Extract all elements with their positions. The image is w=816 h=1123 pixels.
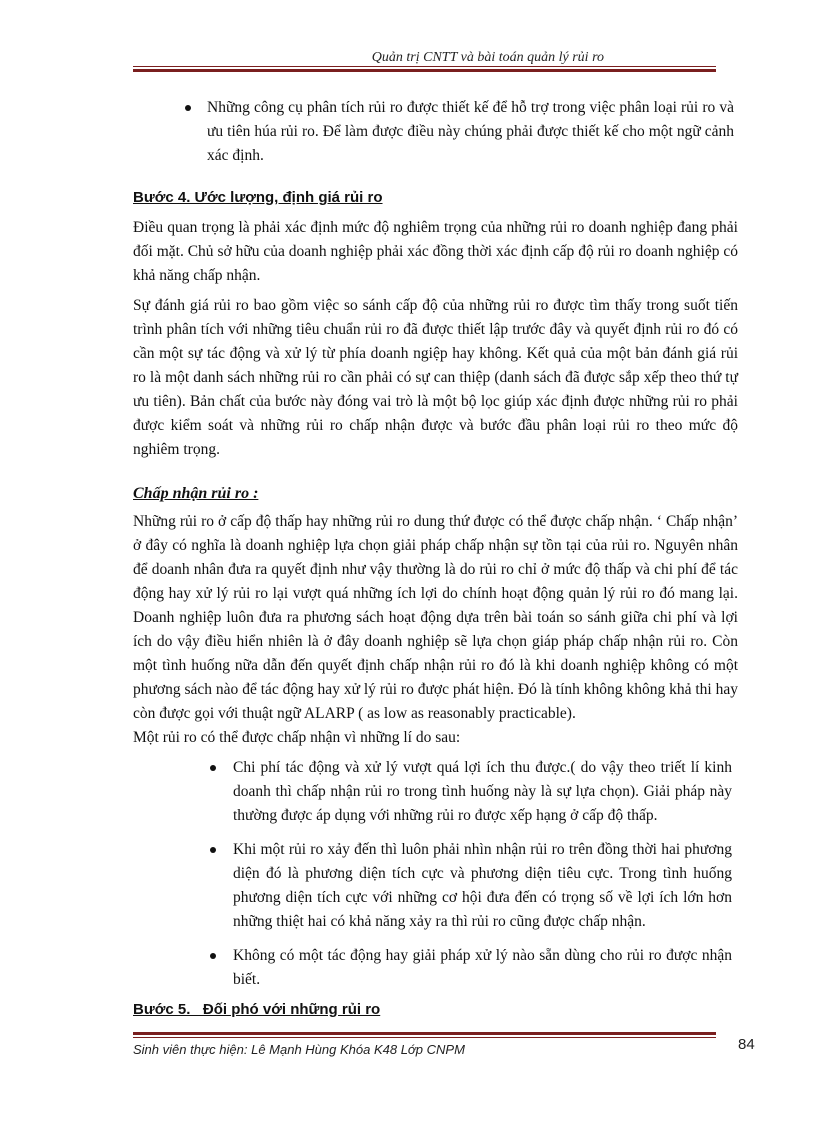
list-item: Khi một rủi ro xảy đến thì luôn phải nhìn nhận rủi ro trên đồng thời hai phương diện đó là phương diện tích cực và phương diện tiêu cực. Trong tình huống phương diện tích cực với những cơ hội đưa đến có trọng số về lợi ích lớn hơn những thiệt hai có khả năng xảy ra thì rủi ro cũng được chấp nhận. — [133, 838, 738, 934]
bullet-icon — [210, 953, 216, 959]
bullet-icon — [185, 105, 191, 111]
page-number: 84 — [738, 1036, 755, 1053]
intro-bullet-list — [133, 96, 738, 168]
paragraph: Điều quan trọng là phải xác định mức độ nghiêm trọng của những rủi ro doanh nghiệp đang phải đối mặt. Chủ sở hữu của doanh nghiệp phải xác đồng thời xác định cấp độ rủi ro doanh nghiệp có khả năng chấp nhận. — [133, 219, 738, 284]
page-content — [133, 96, 738, 1022]
subheading-accept-risk: Chấp nhận rủi ro : — [133, 485, 259, 502]
list-item: Những công cụ phân tích rủi ro được thiết kế để hỗ trợ trong việc phân loại rủi ro và ưu tiên húa rủi ro. Để làm được điều này chúng phải được thiết kế cho một ngữ cảnh xác định. — [133, 96, 738, 168]
paragraph: Sự đánh giá rủi ro bao gồm việc so sánh cấp độ của những rủi ro được tìm thấy trong suốt tiến trình phân tích với những tiêu chuẩn rủi ro đã được thiết lập trước đây và quyết định rủi ro đó có cần một sự tác động và xử lý từ phía doanh ngiệp hay không. Kết quả của một bản đánh giá rủi ro là một danh sách những rủi ro cần phải có sự can thiệp (danh sách đã được sắp xếp theo thứ tự ưu tiên). Bản chất của bước này đóng vai trò là một bộ lọc giúp xác định được những rủi ro phải được kiểm soát và những rủi ro chấp nhận được và bước đầu phân loại rủi ro theo mức độ nghiêm trọng. — [133, 297, 738, 458]
running-header-title: Quản trị CNTT và bài toán quản lý rủi ro — [371, 50, 604, 65]
header-rule — [133, 66, 716, 72]
footer-author: Sinh viên thực hiện: Lê Mạnh Hùng Khóa K48 Lớp CNPM — [133, 1042, 465, 1057]
list-item: Chi phí tác động và xử lý vượt quá lợi ích thu được.( do vậy theo triết lí kinh doanh thì chấp nhận rủi ro trong tình huống này là sự lựa chọn). Giải pháp này thường được áp dụng với những rủi ro được xếp hạng ở cấp độ thấp. — [133, 756, 738, 828]
reason-bullet-list — [133, 756, 738, 992]
bullet-icon — [210, 847, 216, 853]
section-heading-step4: Bước 4. Ước lượng, định giá rủi ro — [133, 189, 383, 206]
section-heading-step5: Bước 5. Đối phó với những rủi ro — [133, 1001, 381, 1018]
bullet-icon — [210, 765, 216, 771]
list-item: Không có một tác động hay giải pháp xử lý nào sẵn dùng cho rủi ro được nhận biết. — [133, 944, 738, 992]
paragraph: Những rủi ro ở cấp độ thấp hay những rủi ro dung thứ được có thể được chấp nhận. ‘ Chấp nhận’ ở đây có nghĩa là doanh nghiệp lựa chọn giải pháp chấp nhận sự tồn tại của rủi ro. Nguyên nhân để doanh nhân đưa ra quyết định như vậy thường là do rủi ro chỉ ở mức độ thấp và chi phí để tác động hay xử lý rủi ro lại vượt quá những ích lợi do chính hoạt động quản lý rủi ro đó mang lại. Doanh nghiệp luôn đưa ra phương sách hoạt động dựa trên bài toán so sánh giữa chi phí và lợi ích do vậy điều hiển nhiên là ở đây doanh nghiệp sẽ lựa chọn giáp pháp chấp nhận rủi ro. Còn một tình huống nữa dẫn đến quyết định chấp nhận rủi ro đó là khi doanh nghiệp không có một phương sách nào để tác động hay xử lý rủi ro được phát hiện. Đó là tính không không khả thi hay còn được gọi với thuật ngữ ALARP ( as low as reasonably practicable). — [133, 513, 738, 722]
paragraph: Một rủi ro có thể được chấp nhận vì những lí do sau: — [133, 729, 461, 746]
footer-rule — [133, 1032, 716, 1038]
